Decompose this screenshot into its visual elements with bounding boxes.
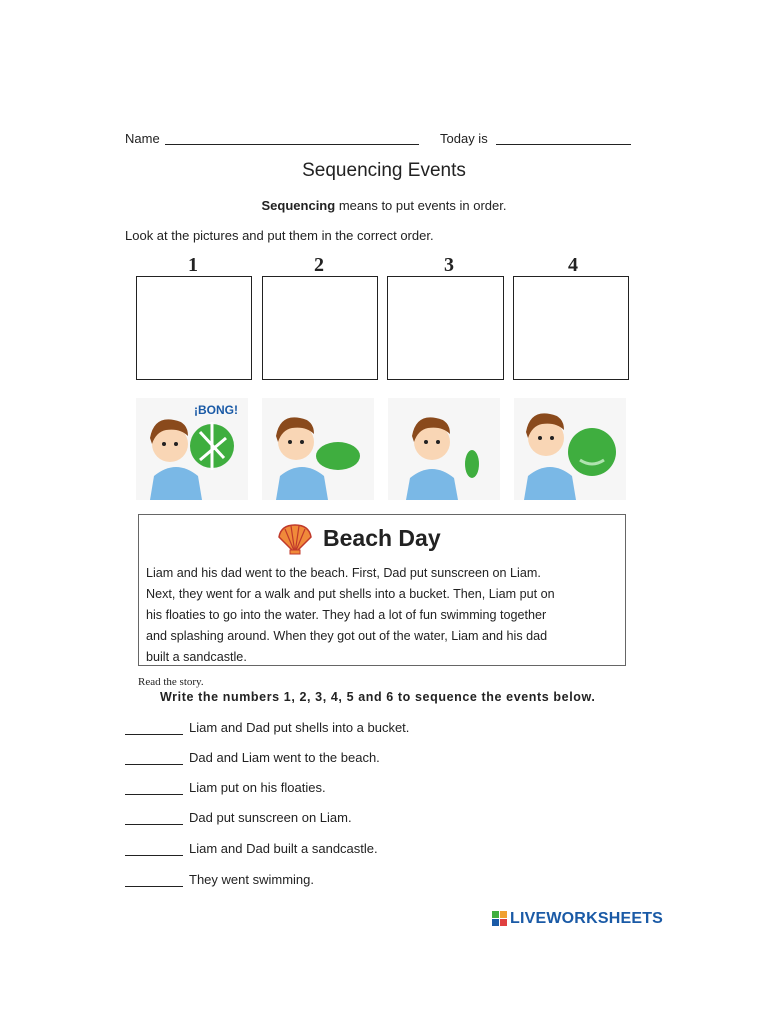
event-answer-1[interactable] — [125, 722, 183, 735]
date-label: Today is — [440, 131, 488, 146]
event-answer-3[interactable] — [125, 782, 183, 795]
event-answer-5[interactable] — [125, 843, 183, 856]
event-item-5 — [125, 841, 378, 856]
logo-blocks-icon — [492, 911, 508, 927]
event-text: Liam and Dad put shells into a bucket. — [189, 720, 410, 735]
name-label: Name — [125, 131, 160, 146]
box-number-4: 4 — [568, 254, 578, 276]
picture-balloon-pop[interactable] — [136, 398, 248, 500]
box-number-3: 3 — [444, 254, 454, 276]
event-item-3 — [125, 780, 326, 795]
story-line: and splashing around. When they got out of the water, Liam and his dad — [146, 629, 548, 643]
read-label: Read the story. — [138, 676, 204, 688]
event-item-6 — [125, 872, 314, 887]
subtitle-bold: Sequencing — [261, 198, 336, 213]
drop-box-2[interactable] — [262, 276, 378, 380]
event-item-1 — [125, 720, 409, 735]
pop-label: ¡BONG! — [194, 403, 238, 417]
event-item-4 — [125, 810, 352, 825]
subtitle-rest: means to put events in order. — [335, 198, 507, 213]
story-line: Next, they went for a walk and put shells into a bucket. Then, Liam put on — [146, 587, 555, 601]
seashell-icon — [277, 523, 313, 555]
picture-instruction: Look at the pictures and put them in the correct order. — [125, 228, 434, 243]
events-instruction: Write the numbers 1, 2, 3, 4, 5 and 6 to sequence the events below. — [160, 690, 596, 704]
story-line: Liam and his dad went to the beach. First, Dad put sunscreen on Liam. — [146, 566, 541, 580]
event-text: They went swimming. — [189, 872, 314, 887]
story-title: Beach Day — [323, 525, 441, 551]
picture-balloon-medium[interactable] — [262, 398, 374, 500]
event-text: Dad put sunscreen on Liam. — [189, 810, 352, 825]
event-text: Liam put on his floaties. — [189, 780, 326, 795]
story-line: his floaties to go into the water. They had a lot of fun swimming together — [146, 608, 547, 622]
subtitle — [0, 198, 768, 213]
drop-box-1[interactable] — [136, 276, 252, 380]
brand-text: LIVEWORKSHEETS — [510, 910, 664, 927]
liveworksheets-logo — [492, 910, 663, 928]
picture-balloon-large[interactable] — [514, 398, 626, 500]
drop-box-4[interactable] — [513, 276, 629, 380]
story-line: built a sandcastle. — [146, 650, 247, 664]
event-text: Dad and Liam went to the beach. — [189, 750, 380, 765]
page-title: Sequencing Events — [302, 160, 466, 181]
drop-box-3[interactable] — [387, 276, 504, 380]
story-text — [146, 563, 622, 668]
event-answer-6[interactable] — [125, 874, 183, 887]
box-number-2: 2 — [314, 254, 324, 276]
box-number-1: 1 — [188, 254, 198, 276]
event-text: Liam and Dad built a sandcastle. — [189, 841, 378, 856]
name-field[interactable] — [165, 132, 419, 145]
event-answer-4[interactable] — [125, 812, 183, 825]
event-item-2 — [125, 750, 380, 765]
date-field[interactable] — [496, 132, 631, 145]
story-box — [138, 514, 626, 666]
event-answer-2[interactable] — [125, 752, 183, 765]
picture-balloon-small[interactable] — [388, 398, 500, 500]
